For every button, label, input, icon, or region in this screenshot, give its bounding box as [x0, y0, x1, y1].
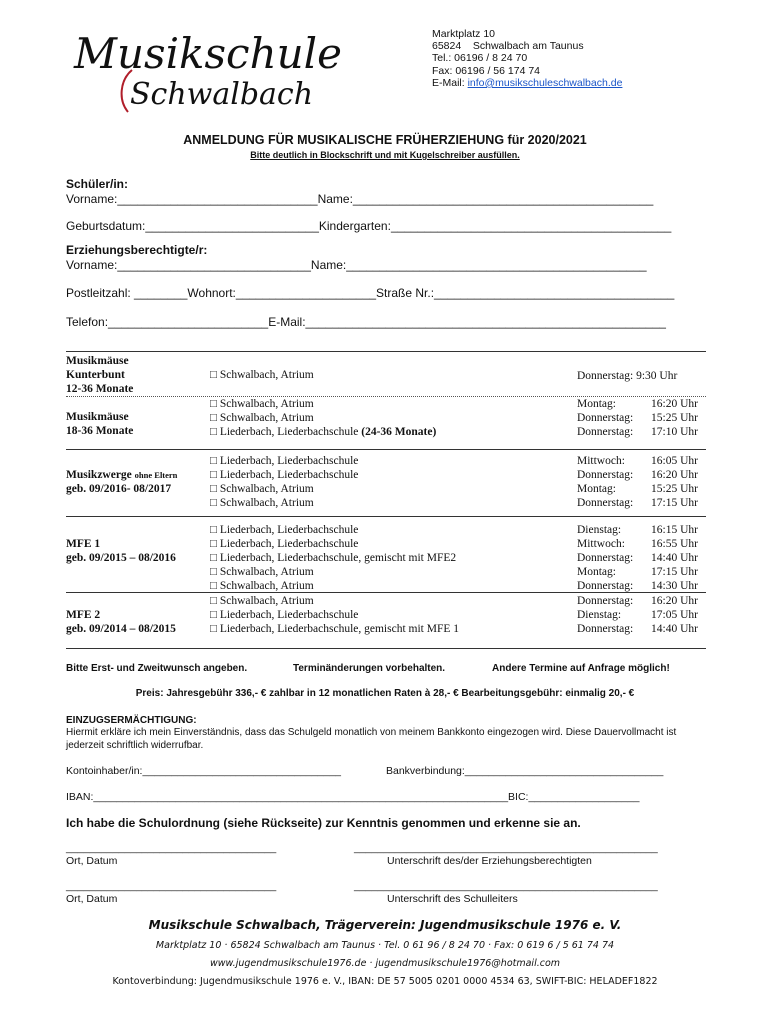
school-logo — [70, 20, 342, 120]
time-row: Montag: 16:20 Uhr — [577, 398, 698, 410]
location-option[interactable]: □ Schwalbach, Atrium — [210, 369, 314, 381]
time-row: Donnerstag: 16:20 Uhr — [577, 469, 698, 481]
time-row: Montag: 15:25 Uhr — [577, 483, 698, 495]
location-option[interactable]: □ Liederbach, Liederbachschule, gemischt mit MFE 1 — [210, 623, 460, 635]
location-option[interactable]: □ Liederbach, Liederbachschule — [210, 538, 359, 550]
location-option[interactable]: □ Liederbach, Liederbachschule — [210, 469, 359, 481]
table-bottom-rule — [66, 648, 706, 649]
course-musikmaeuse-kunterbunt — [66, 354, 133, 396]
course-age: geb. 09/2014 – 08/2015 — [66, 623, 176, 635]
location-option[interactable]: □ Liederbach, Liederbachschule, gemischt mit MFE2 — [210, 552, 457, 564]
sepa-heading: EINZUGSERMÄCHTIGUNG: — [66, 715, 197, 726]
address-city: 65824 Schwalbach am Taunus — [432, 40, 584, 53]
student-birth-row[interactable]: Geburtsdatum:__________________________Kindergarten:__________________________________________ — [66, 219, 672, 233]
time-row: Donnerstag: 17:15 Uhr — [577, 497, 698, 509]
course-musikmaeuse — [66, 410, 133, 438]
footer-address: Marktplatz 10 · 65824 Schwalbach am Taunus · Tel. 0 61 96 / 8 24 70 · Fax: 0 619 6 / 5 61 74 74 — [155, 940, 615, 951]
time-row: Donnerstag: 17:10 Uhr — [577, 426, 698, 438]
course-mfe2 — [66, 608, 176, 636]
guardian-name-row[interactable]: Vorname:_____________________________Name:_____________________________________________ — [66, 258, 647, 272]
course-age: geb. 09/2015 – 08/2016 — [66, 552, 176, 564]
place-date-label: Ort, Datum — [66, 855, 118, 867]
course-locations — [210, 368, 314, 382]
footer-web: www.jugendmusikschule1976.de · jugendmusikschule1976@hotmail.com — [209, 958, 561, 969]
address-tel: Tel.: 06196 / 8 24 70 — [432, 52, 528, 65]
account-holder-field[interactable]: Kontoinhaber/in:__________________________________ — [66, 765, 342, 777]
address-street: Marktplatz 10 — [432, 28, 496, 40]
logo-line2: Schwalbach — [130, 77, 314, 112]
course-times — [577, 454, 698, 510]
footer-title: Musikschule Schwalbach, Trägerverein: Jugendmusikschule 1976 e. V. — [148, 918, 622, 932]
location-option[interactable]: □ Schwalbach, Atrium — [210, 595, 314, 607]
time-row: Donnerstag: 14:40 Uhr — [577, 623, 698, 635]
address-fax: Fax: 06196 / 56 174 74 — [432, 64, 540, 77]
time-row: Donnerstag: 15:25 Uhr — [577, 412, 698, 424]
course-age: 18-36 Monate — [66, 425, 134, 437]
note-wishes: Bitte Erst- und Zweitwunsch angeben. — [66, 663, 248, 674]
location-option[interactable]: □ Schwalbach, Atrium — [210, 497, 314, 509]
course-name: Kunterbunt — [66, 369, 125, 381]
student-heading: Schüler/in: — [66, 177, 129, 191]
location-option[interactable]: □ Liederbach, Liederbachschule (24-36 Monate) — [210, 426, 437, 438]
row-divider — [66, 516, 706, 517]
logo-graphic — [70, 20, 342, 120]
school-rules-acknowledgement: Ich habe die Schulordnung (siehe Rückseite) zur Kenntnis genommen und erkenne sie an. — [66, 816, 581, 830]
course-name: Musikzwerge ohne Eltern — [66, 469, 178, 481]
location-option[interactable]: □ Schwalbach, Atrium — [210, 580, 314, 592]
student-name-row[interactable]: Vorname:______________________________Name:_____________________________________________ — [66, 192, 654, 206]
price-info: Preis: Jahresgebühr 336,- € zahlbar in 12 monatlichen Raten à 28,- € Bearbeitungsgebühr: einmalig 20,- € — [135, 688, 635, 699]
course-mfe1 — [66, 537, 176, 565]
course-age: geb. 09/2016- 08/2017 — [66, 483, 172, 495]
signature-line[interactable]: ____________________________________ — [66, 880, 277, 892]
footer-bank: Kontoverbindung: Jugendmusikschule 1976 e. V., IBAN: DE 57 5005 0201 0000 4534 63, SWIFT-BIC: HELADEF1822 — [112, 976, 658, 987]
location-option[interactable]: □ Liederbach, Liederbachschule — [210, 609, 359, 621]
leader-signature-label: Unterschrift des Schulleiters — [387, 893, 518, 905]
address-email-label: E-Mail: — [432, 76, 465, 89]
location-option[interactable]: □ Liederbach, Liederbachschule — [210, 524, 359, 536]
course-locations — [210, 594, 459, 636]
logo-line1: Musikschule — [74, 29, 342, 78]
time-row: Donnerstag: 9:30 Uhr — [577, 370, 678, 382]
iban-bic-field[interactable]: IBAN:_______________________________________________________________________BIC:___________________ — [66, 791, 640, 803]
time-row: Donnerstag: 16:20 Uhr — [577, 595, 698, 607]
time-row: Dienstag: 17:05 Uhr — [577, 609, 698, 621]
time-row: Montag: 17:15 Uhr — [577, 566, 698, 578]
location-option[interactable]: □ Schwalbach, Atrium — [210, 412, 314, 424]
time-row: Mittwoch: 16:05 Uhr — [577, 455, 698, 467]
school-address — [432, 28, 622, 89]
course-locations — [210, 523, 456, 593]
row-divider — [66, 592, 706, 593]
course-times — [577, 369, 677, 383]
note-other-dates: Andere Termine auf Anfrage möglich! — [492, 663, 670, 674]
address-email-row — [432, 77, 622, 89]
course-name: MFE 2 — [66, 609, 101, 621]
guardian-contact-row[interactable]: Telefon:________________________E-Mail:______________________________________________________ — [66, 315, 666, 329]
sepa-text: Hiermit erkläre ich mein Einverständnis, dass das Schulgeld monatlich von meinem Bankkonto eingezogen wird. Diese Dauervollmacht ist jederzeit schriftlich widerrufbar. — [66, 727, 677, 751]
course-times — [577, 594, 698, 636]
guardian-address-row[interactable]: Postleitzahl: ________Wohnort:_____________________Straße Nr.:____________________________________ — [66, 286, 675, 300]
time-row: Donnerstag: 14:40 Uhr — [577, 552, 698, 564]
guardian-signature-label: Unterschrift des/der Erziehungsberechtigten — [387, 855, 592, 867]
course-name: Musikmäuse — [66, 411, 129, 423]
note-changes: Terminänderungen vorbehalten. — [293, 663, 446, 674]
signature-line[interactable]: ____________________________________________________ — [354, 842, 658, 854]
time-row: Dienstag: 16:15 Uhr — [577, 524, 698, 536]
signature-line[interactable]: ____________________________________ — [66, 842, 277, 854]
place-date-label: Ort, Datum — [66, 893, 118, 905]
course-name: Musikmäuse — [66, 355, 129, 367]
course-times — [577, 397, 698, 439]
form-title: ANMELDUNG FÜR MUSIKALISCHE FRÜHERZIEHUNG für 2020/2021 — [183, 133, 587, 147]
email-link[interactable]: info@musikschuleschwalbach.de — [467, 76, 623, 89]
signature-line[interactable]: ____________________________________________________ — [354, 880, 658, 892]
location-option[interactable]: □ Liederbach, Liederbachschule — [210, 455, 359, 467]
location-option[interactable]: □ Schwalbach, Atrium — [210, 398, 314, 410]
course-name: MFE 1 — [66, 538, 101, 550]
table-top-rule — [66, 351, 706, 352]
location-option[interactable]: □ Schwalbach, Atrium — [210, 483, 314, 495]
row-divider — [66, 449, 706, 450]
course-times — [577, 523, 698, 593]
course-locations — [210, 454, 358, 510]
time-row: Mittwoch: 16:55 Uhr — [577, 538, 698, 550]
course-locations — [210, 397, 436, 439]
course-age: 12-36 Monate — [66, 383, 134, 395]
time-row: Donnerstag: 14:30 Uhr — [577, 580, 698, 592]
course-musikzwerge — [66, 468, 177, 496]
guardian-heading: Erziehungsberechtigte/r: — [66, 243, 208, 257]
form-subtitle: Bitte deutlich in Blockschrift und mit Kugelschreiber ausfüllen. — [250, 150, 520, 160]
location-option[interactable]: □ Schwalbach, Atrium — [210, 566, 314, 578]
bank-field[interactable]: Bankverbindung:__________________________________ — [386, 765, 664, 777]
